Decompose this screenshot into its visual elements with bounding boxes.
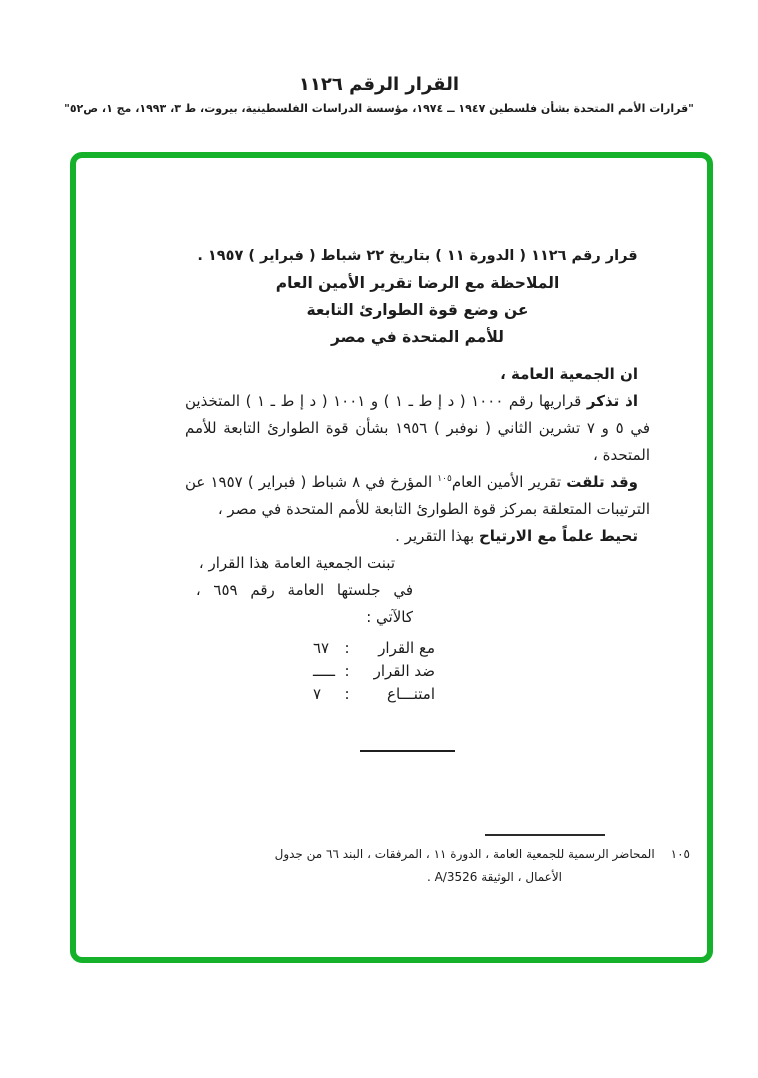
green-border-frame [70,152,713,963]
paragraph-recalling-text: قراريها رقم ١٠٠٠ ( د إ ط ـ ١ ) و ١٠٠١ ( د إ ط ـ ١ ) المتخذين في ٥ و ٧ تشرين الثاني ( نوفبر ) ١٩٥٦ بشأن قوة الطوارئ التابعة للأمم المتحدة ، [185,392,651,464]
vote-against-colon: : [344,662,350,680]
resolution-heading-line: قرار رقم ١١٢٦ ( الدورة ١١ ) بتاريخ ٢٢ شباط ( فبراير ) ١٩٥٧ . [197,248,638,264]
vote-row-against [313,660,435,683]
vote-tally [185,637,650,706]
footnote-marker: ١٠٥ [670,847,690,861]
page-title: القرار الرقم ١١٢٦ [298,74,460,95]
paragraph-received-lead: وقد تلقت [566,473,638,491]
footnote [250,843,690,889]
paragraph-takes-note-lead: تحيط علماً مع الارتياح [478,527,638,545]
vote-for-value: ٦٧ [313,639,330,657]
resolution-body [185,243,650,752]
vote-abstain-label: امتنـــاع [387,685,435,703]
closing-session-line: في جلستها العامة رقم ٦٥٩ ، [195,581,413,599]
vote-row-abstain [313,683,435,706]
vote-abstain-colon: : [344,685,350,703]
resolution-subtitle-3: للأمم المتحدة في مصر [331,328,504,346]
paragraph-takes-note [185,523,650,550]
vote-abstain-value: ٧ [313,685,322,703]
paragraph-assembly [185,361,650,388]
vote-against-value: ـــــ [313,662,335,680]
resolution-subtitle-2: عن وضع قوة الطوارئ التابعة [306,301,529,319]
closing-adopted-line: تبنت الجمعية العامة هذا القرار ، [198,554,395,572]
paragraph-received-text: المؤرخ في ٨ شباط ( فبراير ) ١٩٥٧ عن الترتيبات المتعلقة بمركز قوة الطوارئ التابعة للأمم المتحدة في مصر ، [185,473,650,518]
footnote-reference: ١٠٥ [437,474,452,484]
footnote-text-line2: الأعمال ، الوثيقة A/3526 . [426,870,562,884]
section-divider-rule [360,750,455,752]
paragraph-recalling [185,388,650,469]
footnote-separator-rule [485,834,605,836]
paragraph-recalling-lead: اذ تذكر [586,392,639,410]
paragraph-assembly-text: ان الجمعية العامة ، [500,365,638,383]
paragraph-received-mid: تقرير الأمين العام [451,473,567,491]
paragraph-received-report [185,469,650,523]
vote-row-for [313,637,435,660]
citation-line: "قرارات الأمم المتحدة بشأن فلسطين ١٩٤٧ ــ ١٩٧٤، مؤسسة الدراسات الفلسطينية، بيروت، ط ٣، ١٩٩٣، مج ١، ص٥٢" [64,102,694,115]
vote-for-label: مع القرار [378,639,435,657]
vote-against-label: ضد القرار [373,662,435,680]
resolution-subtitle-1: الملاحظة مع الرضا تقرير الأمين العام [275,274,560,292]
footnote-text-line1: المحاضر الرسمية للجمعية العامة ، الدورة ١١ ، المرفقات ، البند ٦٦ من جدول [274,847,655,861]
closing-as-follows-line: كالآتي : [366,608,413,626]
vote-for-colon: : [344,639,350,657]
paragraph-takes-note-text: بهذا التقرير . [395,527,479,545]
